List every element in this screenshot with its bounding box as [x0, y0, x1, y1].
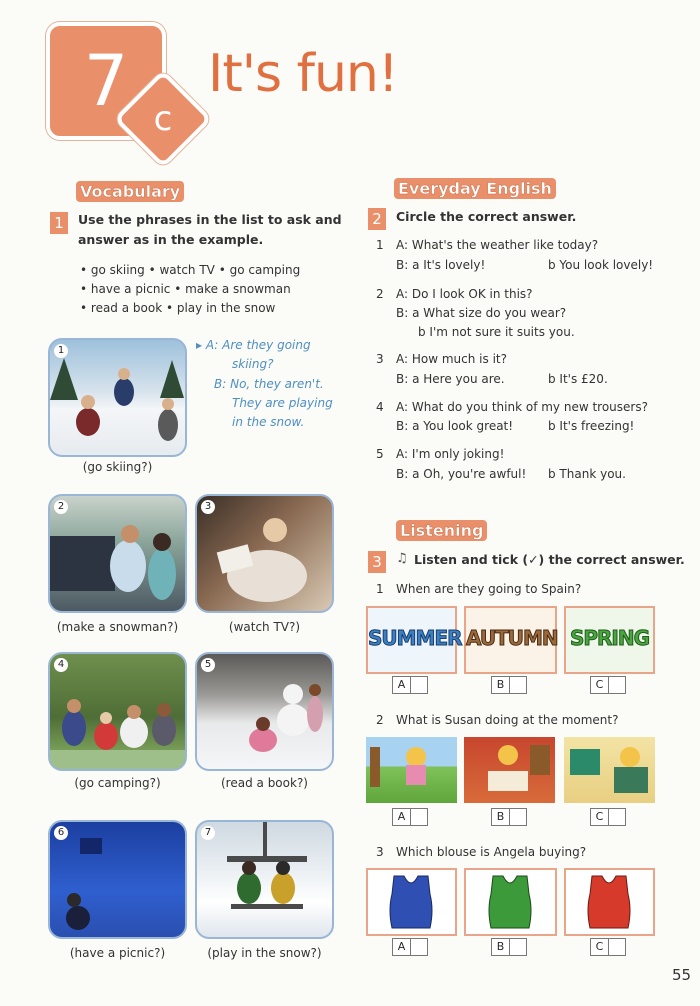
- example-line-2: skiing?: [232, 357, 274, 371]
- listening-q3-text: Which blouse is Angela buying?: [396, 845, 587, 859]
- caption-photo-6: (have a picnic?): [69, 946, 166, 960]
- autumn-word: AUTUMN: [466, 626, 558, 650]
- phrase-list-line-3: • read a book • play in the snow: [80, 301, 276, 315]
- phrase-list-line-1: • go skiing • watch TV • go camping: [80, 263, 301, 277]
- summer-word: SUMMER: [368, 626, 462, 650]
- dialogue-1-a: A: What's the weather like today?: [396, 238, 599, 252]
- tick-box-q3-a[interactable]: A: [392, 938, 428, 956]
- tick-box-q1-b[interactable]: B: [491, 676, 527, 694]
- example-line-3: B: No, they aren't.: [214, 377, 324, 391]
- photo-have-a-picnic: 6: [48, 820, 187, 939]
- photo-go-skiing: 1: [48, 338, 187, 457]
- example-line-1: ▸ A: Are they going: [196, 338, 311, 352]
- task1-instruction-1: Use the phrases in the list to ask and: [78, 212, 342, 227]
- phrase-list-line-2: • have a picnic • make a snowman: [80, 282, 291, 296]
- listening-q2-text: What is Susan doing at the moment?: [396, 713, 619, 727]
- dialogue-1-b-option-b[interactable]: b You look lovely!: [548, 258, 654, 272]
- dialogue-4-number: 4: [376, 400, 384, 414]
- listening-heading: Listening: [396, 520, 487, 541]
- spring-word: SPRING: [569, 626, 650, 650]
- dialogue-1-number: 1: [376, 238, 384, 252]
- dialogue-1-b-option-a[interactable]: B: a It's lovely!: [396, 258, 486, 272]
- photo-go-camping: 4: [48, 652, 187, 771]
- example-line-5: in the snow.: [232, 415, 305, 429]
- headphones-icon: ♫: [396, 551, 408, 566]
- listening-q2-number: 2: [376, 713, 384, 727]
- caption-photo-3: (watch TV?): [228, 620, 301, 634]
- tick-box-q3-c[interactable]: C: [590, 938, 626, 956]
- dialogue-5-a: A: I'm only joking!: [396, 447, 505, 461]
- tick-box-q2-b[interactable]: B: [491, 808, 527, 826]
- dialogue-5-b-option-b[interactable]: b Thank you.: [548, 467, 626, 481]
- option-blue-blouse-picture[interactable]: [366, 868, 457, 936]
- unit-number-badge: 7: [46, 22, 166, 140]
- listening-q3-number: 3: [376, 845, 384, 859]
- dialogue-4-a: A: What do you think of my new trousers?: [396, 400, 648, 414]
- listening-q1-number: 1: [376, 582, 384, 596]
- option-red-blouse-picture[interactable]: [564, 868, 655, 936]
- task3-instruction: Listen and tick (✓) the correct answer.: [414, 552, 685, 567]
- option-autumn-picture[interactable]: [464, 606, 557, 674]
- task1-instruction-2: answer as in the example.: [78, 232, 264, 247]
- option-green-blouse-picture[interactable]: [464, 868, 557, 936]
- dialogue-3-a: A: How much is it?: [396, 352, 507, 366]
- dialogue-4-b-option-a[interactable]: B: a You look great!: [396, 419, 514, 433]
- caption-photo-1: (go skiing?): [82, 460, 153, 474]
- dialogue-3-b-option-a[interactable]: B: a Here you are.: [396, 372, 505, 386]
- photo-make-snowman: 2: [48, 494, 187, 613]
- dialogue-5-number: 5: [376, 447, 384, 461]
- unit-letter-badge: c: [114, 70, 213, 169]
- caption-photo-7: (play in the snow?): [207, 946, 322, 960]
- listening-q1-text: When are they going to Spain?: [396, 582, 582, 596]
- photo-play-in-the-snow: 7: [195, 820, 334, 939]
- dialogue-2-b-option-a[interactable]: B: a What size do you wear?: [396, 306, 567, 320]
- option-reading-picture[interactable]: [464, 737, 555, 803]
- dialogue-2-a: A: Do I look OK in this?: [396, 287, 533, 301]
- dialogue-2-number: 2: [376, 287, 384, 301]
- dialogue-2-b-option-b[interactable]: b I'm not sure it suits you.: [418, 325, 575, 339]
- page-title: It's fun!: [208, 44, 398, 104]
- task-number-2: 2: [368, 208, 386, 230]
- option-watching-tv-picture[interactable]: [564, 737, 655, 803]
- option-spring-picture[interactable]: [564, 606, 655, 674]
- option-playing-picture[interactable]: [366, 737, 457, 803]
- everyday-english-heading: Everyday English: [394, 178, 556, 199]
- tick-box-q3-b[interactable]: B: [491, 938, 527, 956]
- tick-box-q2-c[interactable]: C: [590, 808, 626, 826]
- vocabulary-heading: Vocabulary: [76, 181, 184, 202]
- page-number: 55: [672, 966, 692, 984]
- task2-instruction: Circle the correct answer.: [396, 209, 577, 224]
- photo-read-a-book: 5: [195, 652, 334, 771]
- dialogue-3-number: 3: [376, 352, 384, 366]
- task-number-1: 1: [50, 212, 68, 234]
- task-number-3: 3: [368, 551, 386, 573]
- photo-watch-tv: 3: [195, 494, 334, 613]
- caption-photo-2: (make a snowman?): [56, 620, 179, 634]
- tick-box-q2-a[interactable]: A: [392, 808, 428, 826]
- dialogue-5-b-option-a[interactable]: B: a Oh, you're awful!: [396, 467, 527, 481]
- dialogue-3-b-option-b[interactable]: b It's £20.: [548, 372, 608, 386]
- tick-box-q1-a[interactable]: A: [392, 676, 428, 694]
- tick-box-q1-c[interactable]: C: [590, 676, 626, 694]
- caption-photo-4: (go camping?): [74, 776, 161, 790]
- example-line-4: They are playing: [232, 396, 333, 410]
- dialogue-4-b-option-b[interactable]: b It's freezing!: [548, 419, 635, 433]
- caption-photo-5: (read a book?): [221, 776, 308, 790]
- option-summer-picture[interactable]: [366, 606, 462, 674]
